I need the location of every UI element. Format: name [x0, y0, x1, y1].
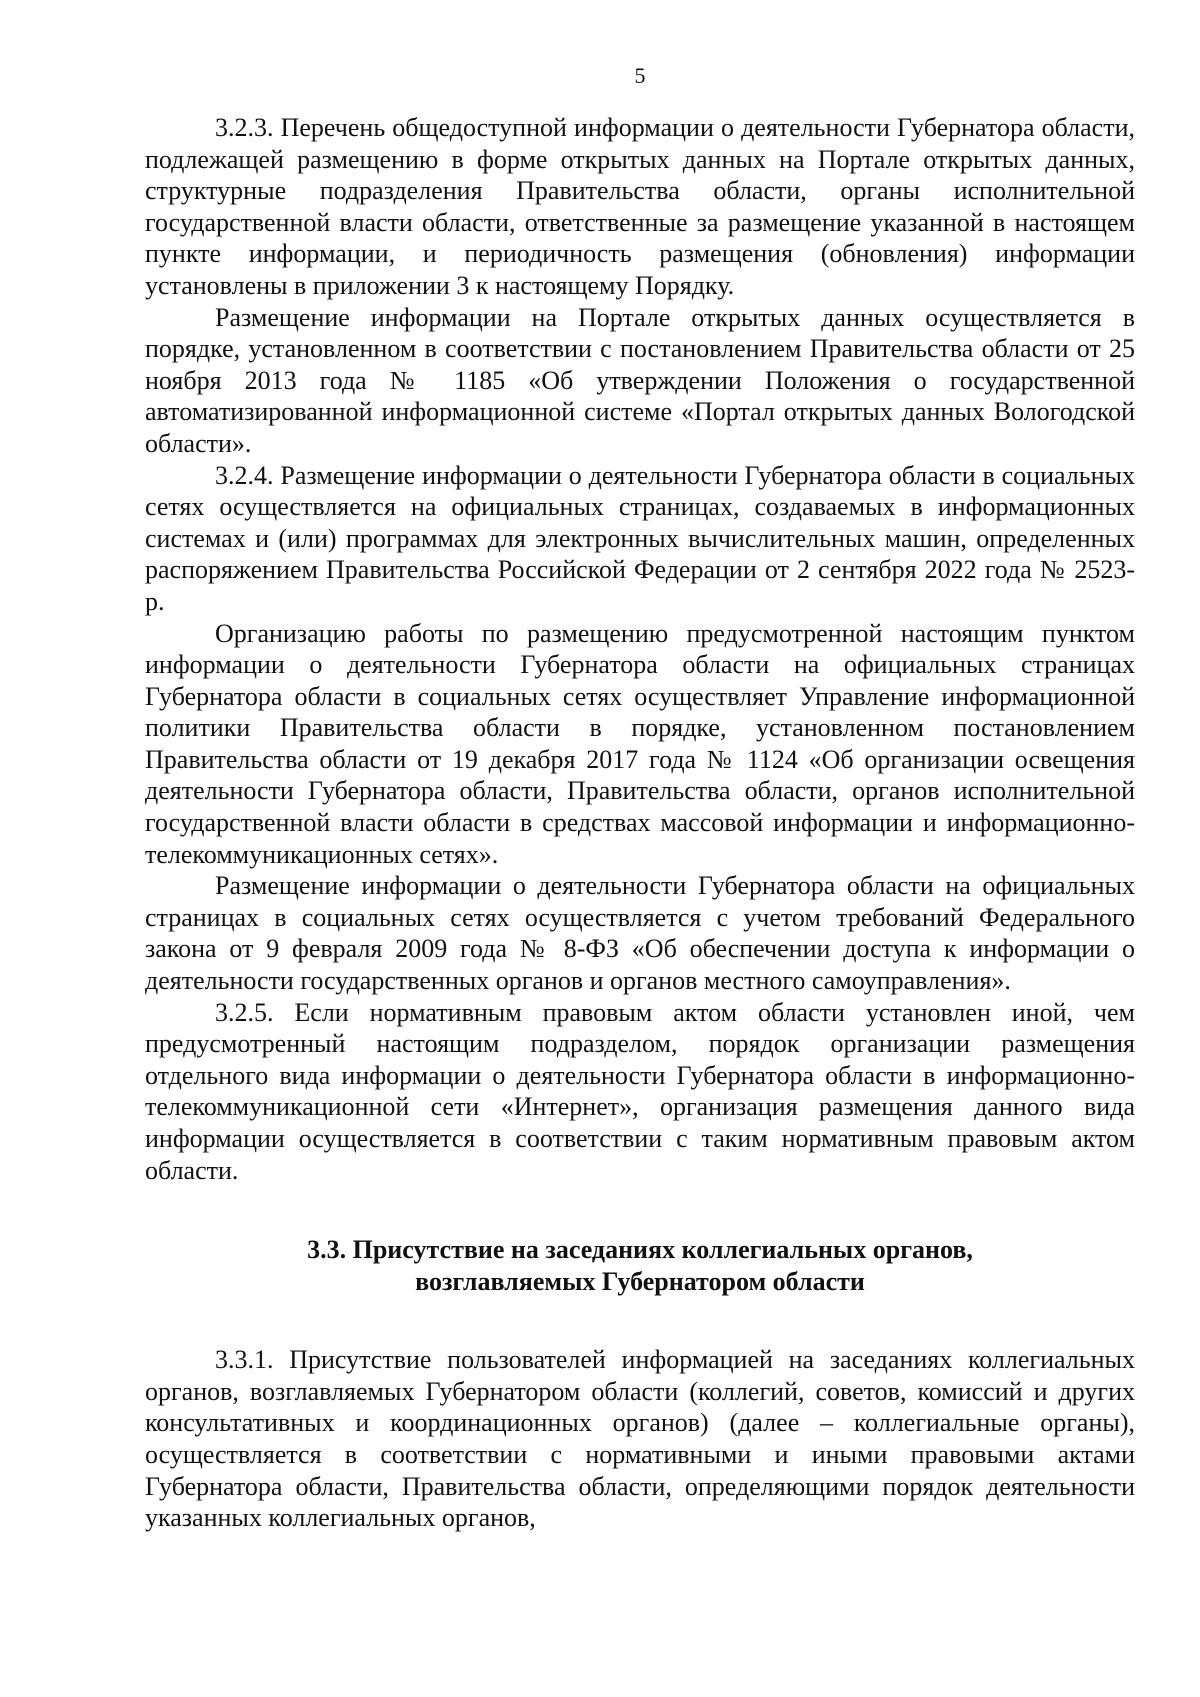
page-number: 5: [634, 63, 646, 88]
paragraph-portal-placement: Размещение информации на Портале открытых данных осуществляется в порядке, установленном в соответствии с постановлением Правительства области от 25 ноября 2013 года № 1185 «Об утверждении Положения о государственной автоматизированной информационной системе «Портал открытых данных Вологодской области».: [145, 302, 1135, 458]
paragraph-3-2-5: 3.2.5. Если нормативным правовым актом области установлен иной, чем предусмотренный настоящим подразделом, порядок организации размещения отдельного вида информации о деятельности Губернатора области в информационно-телекоммуникационной сети «Интернет», организация размещения данного вида информации осуществляется в соответствии с таким нормативным правовым актом области.: [145, 997, 1135, 1185]
paragraph-3-2-4: 3.2.4. Размещение информации о деятельности Губернатора области в социальных сетях осуществляется на официальных страницах, создаваемых в информационных системах и (или) программах для электронных вычислительных машин, определенных распоряжением Правительства Российской Федерации от 2 сентября 2022 года № 2523-р.: [145, 460, 1135, 616]
section-heading-3-3: [145, 1234, 1135, 1298]
paragraph-social-requirements: Размещение информации о деятельности Губернатора области на официальных страницах в социальных сетях осуществляется с учетом требований Федерального закона от 9 февраля 2009 года № 8-ФЗ «Об обеспечении доступа к информации о деятельности государственных органов и органов местного самоуправления».: [145, 871, 1135, 996]
paragraph-3-2-3: 3.2.3. Перечень общедоступной информации о деятельности Губернатора области, подлежащей размещению в форме открытых данных на Портале открытых данных, структурные подразделения Правительства области, органы исполнительной государственной власти области, ответственные за размещение указанной в настоящем пункте информации, и периодичность размещения (обновления) информации установлены в приложении 3 к настоящему Порядку.: [145, 113, 1135, 300]
section-heading-line-1: 3.3. Присутствие на заседаниях коллегиальных органов,: [307, 1235, 973, 1265]
section-heading-line-2: возглавляемых Губернатором области: [415, 1267, 865, 1297]
paragraph-social-organization: Организацию работы по размещению предусмотренной настоящим пунктом информации о деятельности Губернатора области на официальных страницах Губернатора области в социальных сетях осуществляет Управление информационной политики Правительства области в порядке, установленном постановлением Правительства области от 19 декабря 2017 года № 1124 «Об организации освещения деятельности Губернатора области, Правительства области, органов исполнительной государственной власти области в средствах массовой информации и информационно-телекоммуникационных сетях».: [145, 618, 1135, 869]
paragraph-3-3-1: 3.3.1. Присутствие пользователей информацией на заседаниях коллегиальных органов, возглавляемых Губернатором области (коллегий, советов, комиссий и других консультативных и координационных органов) (далее – коллегиальные органы), осуществляется в соответствии с нормативными и иными правовыми актами Губернатора области, Правительства области, определяющими порядок деятельности указанных коллегиальных органов,: [145, 1345, 1135, 1533]
document-page: [145, 60, 1135, 1660]
